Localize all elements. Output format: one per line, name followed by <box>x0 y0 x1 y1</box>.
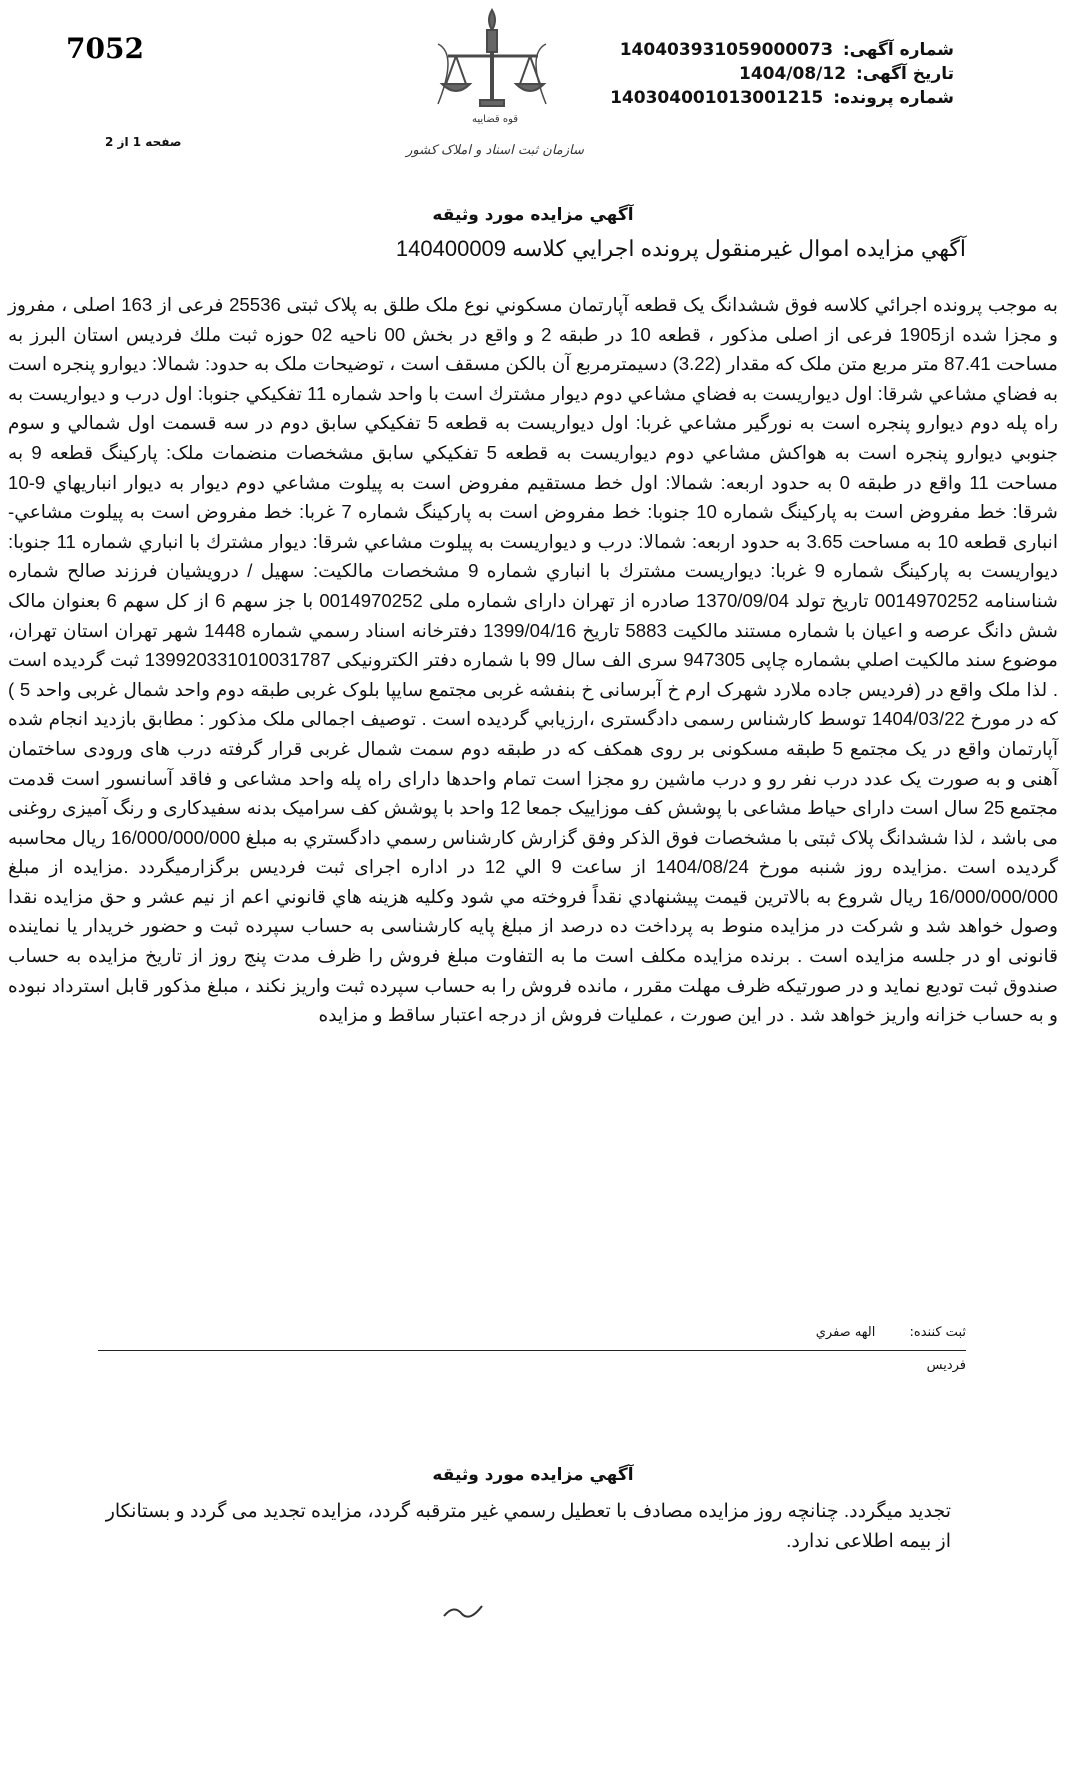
ad-number-label: شماره آگهی: <box>842 40 954 60</box>
registrar-label: ثبت کننده: <box>909 1325 966 1340</box>
ad-date-label: تاریخ آگهی: <box>855 64 954 84</box>
judiciary-emblem-icon <box>406 4 584 169</box>
registrar-name: الهه صفري <box>815 1325 876 1340</box>
ad-subtitle: آگهي مزايده اموال غيرمنقول پرونده اجرايي كلاسه 140400009 <box>395 236 966 261</box>
ad-date-row <box>574 62 954 86</box>
ad-continuation: تجديد ميگردد. چنانچه روز مزايده مصادف با تعطيل رسمي غير مترقبه گردد، مزايده تجديد مى گردد و بستانكار از بيمه اطلاعى ندارد. <box>105 1501 951 1552</box>
ad-metadata <box>574 38 954 110</box>
case-number-label: شماره پرونده: <box>833 88 954 108</box>
scribble-mark-icon <box>440 1600 490 1620</box>
case-number-row <box>574 86 954 110</box>
page-indicator: صفحه 1 از 2 <box>105 135 182 149</box>
ad-date: 1404/08/12 <box>738 64 847 84</box>
divider <box>98 1350 966 1351</box>
ad-title-repeat: آگهي مزايده مورد وثيقه <box>432 1465 634 1485</box>
document-number: 7052 <box>66 32 144 65</box>
ad-number-row <box>574 38 954 62</box>
ad-title: آگهي مزايده مورد وثيقه <box>432 205 634 225</box>
footer-city: فرديس <box>926 1358 966 1373</box>
ad-number: 14040393105900007З <box>619 40 833 60</box>
svg-text:قوه قضاییه: قوه قضاییه <box>471 114 519 125</box>
registrar-row <box>816 1325 966 1340</box>
case-number: 14030400101З001215 <box>610 88 824 108</box>
ad-body: به موجب پرونده اجرائي كلاسه فوق ششدانگ يک قطعه آپارتمان مسكوني نوع ملک طلق به پلاک ثبتی 25536 فرعی از 163 اصلی ، مفروز و مجزا شده از1905 فرعی از اصلی مذکور ، قطعه 10 در طبقه 2 و واقع در بخش 00 ناحیه 02 حوزه ثبت ملك فرديس استان البرز به مساحت 87.41 متر مربع متن ملک كه مقدار (3.22) دسیمترمربع آن بالکن مسقف است ، توضيحات ملک به حدود: شمالا: ديوارو پنجره است به فضاي مشاعي شرقا: اول ديواريست به فضاي مشاعي دوم ديوار مشترك است با واحد شماره 11 تفكيكي جنوبا: اول درب و ديواريست به راه پله دوم ديوارو پنجره است به نورگير مشاعي غربا: اول ديواريست به قطعه 5 تفكيكي سابق دوم در سه قسمت اول شمالي و سوم جنوبي ديوارو پنجره است به هواكش مشاعي دوم ديواريست به قطعه 5 تفكيكي سابق مشخصات منضمات ملک: پاركينگ قطعه 9 به مساحت 11 واقع در طبقه 0 به حدود اربعه: شمالا: اول خط مستقيم مفروض است به پيلوت مشاعي دوم ديوار به ديوار انباريهاي 9-10 شرقا: خط مفروض است به پاركينگ شماره 10 جنوبا: خط مفروض است به پاركينگ شماره 7 غربا: خط مفروض است به پيلوت مشاعي- انبارى قطعه 10 به مساحت 3.65 به حدود اربعه: شمالا: درب و ديواريست به پيلوت مشاعي شرقا: ديوار مشترك با انباري شماره 11 جنوبا: ديواريست به پاركينگ شماره 9 غربا: ديواريست مشترك با انباري شماره 9 مشخصات مالکیت: سهیل / درویشیان فرزند صالح شماره شناسنامه 0014970252 تاريخ تولد 1370/09/04 صادره از تهران دارای شماره ملی 0014970252 با جز سهم 6 از کل سهم 6 بعنوان مالک شش دانگ عرصه و اعیان با شماره مستند مالکیت 5883 تاریخ 1399/04/16 دفترخانه اسناد رسمي شماره 1448 شهر تهران استان تهران، موضوع سند مالكيت اصلي بشماره چاپی 947305 سری الف سال 99 با شماره دفتر الکترونیکی 139920331010031787 ثبت گردیده است . لذا ملک واقع در (فرديس جاده ملارد شهرک ارم خ آبرسانی خ بنفشه غربی مجتمع سایپا بلوک غربی طبقه دوم واحد شمال غربی واحد 5 ) كه در مورخ 1404/03/22 توسط کارشناس رسمی دادگستری ،ارزيابي گرديده است . توصیف اجمالی ملک مذکور : مطابق بازديد انجام شده آپارتمان واقع در یک مجتمع 5 طبقه مسکونی بر روی همکف که در طبقه دوم سمت شمال غربی قرار گرفته درب های ورودی ساختمان آهنی و به صورت یک عدد درب نفر رو و درب ماشین رو مجزا است تمام واحدها دارای راه پله واحد مشاعی و فاقد آسانسور است قدمت مجتمع 25 سال است دارای حیاط مشاعی با پوشش کف موزاییک جمعا 12 واحد با پوشش کف سرامیک بدنه سفیدکاری و رنگ آمیزی روغنی می باشد ، لذا ششدانگ پلاک ثبتی با مشخصات فوق الذكر وفق گزارش كارشناس رسمي دادگستري به مبلغ 16/000/000/000 ريال محاسبه گرديده است .مزايده روز شنبه مورخ 1404/08/24 از ساعت 9 الي 12 در اداره اجرای ثبت فرديس برگزارميگردد .مزايده از مبلغ 16/000/000/000 ريال شروع به بالاترين قيمت پيشنهادي نقداً فروخته مي شود وكليه هزينه هاي قانوني اعم از نيم عشر و حق مزايده نقدا وصول خواهد شد و شرکت در مزایده منوط به پرداخت ده درصد از مبلغ پایه کارشناسی به حساب سپرده ثبت و حضور خریدار یا نماینده قانونی او در جلسه مزایده است . برنده مزایده مکلف است ما به التفاوت مبلغ فروش را ظرف مدت پنج روز از تاریخ مزایده به حساب صندوق ثبت تودیع نماید و در صورتیکه ظرف مهلت مقرر ، مانده فروش را به حساب سپرده ثبت واریز نکند ، مبلغ مذکور قابل استرداد نبوده و به حساب خزانه واریز خواهد شد . در این صورت ، عملیات فروش از درجه اعتبار ساقط و مزایده <box>8 294 1059 1026</box>
svg-text:سازمان ثبت اسناد و املاک کشور: سازمان ثبت اسناد و املاک کشور <box>406 143 584 158</box>
